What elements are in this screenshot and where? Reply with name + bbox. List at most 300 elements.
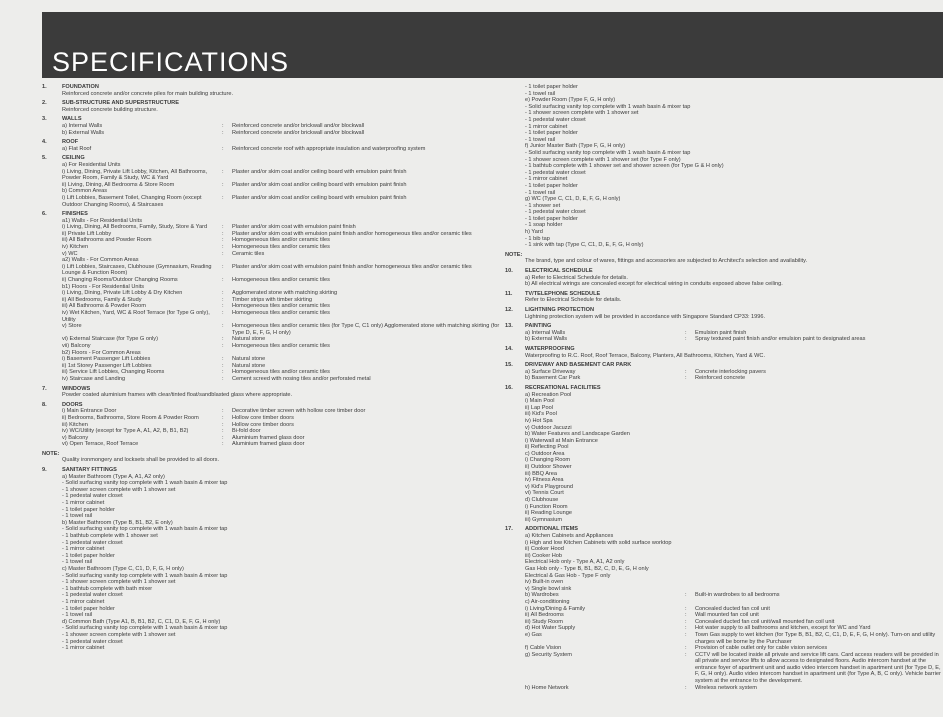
spec-row	[62, 369, 502, 376]
spec-row-value: Reinforced concrete and/or brickwall and/or blockwall	[232, 129, 365, 136]
section-number: 16.	[505, 384, 513, 391]
section-number: 3.	[42, 116, 47, 123]
spec-line: - 1 mirror cabinet	[62, 645, 105, 652]
spec-row-value: Concealed ducted fan coil unit/wall mounted fan coil unit	[695, 618, 835, 625]
spec-row-separator: :	[222, 129, 224, 136]
spec-row-label: e) Gas	[525, 631, 542, 638]
spec-row	[525, 612, 943, 619]
spec-line: a) Master Bathroom (Type A, A1, A2 only)	[62, 473, 165, 480]
spec-row-separator: :	[685, 375, 687, 382]
section-heading	[42, 402, 502, 409]
spec-section	[42, 155, 502, 208]
spec-line: i) High and low Kitchen Cabinets with solid surface worktop	[525, 539, 672, 546]
spec-line: - 1 towel rail	[62, 612, 93, 619]
spec-line: h) Yard	[525, 229, 543, 236]
spec-row-separator: :	[685, 631, 687, 638]
section-title: WATERPROOFING	[525, 345, 575, 352]
spec-row	[62, 297, 502, 304]
spec-row	[525, 625, 943, 632]
spec-row-separator: :	[222, 441, 224, 448]
spec-line: - 1 towel rail	[525, 189, 556, 196]
spec-row-value: Natural stone	[232, 356, 266, 363]
section-number: 13.	[505, 323, 513, 330]
spec-section	[42, 100, 502, 113]
spec-line: - 1 bathtub complete with bath mixer	[62, 585, 153, 592]
spec-row-separator: :	[222, 290, 224, 297]
spec-row-value: Agglomerated stone with matching skirting	[232, 290, 338, 297]
spec-row-label: iii) All Bathrooms & Powder Room	[62, 303, 146, 310]
spec-section	[505, 385, 943, 523]
spec-line: ii) Reflecting Pool	[525, 444, 569, 451]
spec-row	[525, 645, 943, 652]
spec-line: ii) Cooker Hood	[525, 546, 564, 553]
spec-row	[62, 435, 502, 442]
spec-row-separator: :	[222, 362, 224, 369]
spec-row-value: Built-in wardrobes to all bedrooms	[695, 592, 780, 599]
spec-row-separator: :	[222, 230, 224, 237]
section-heading	[505, 268, 943, 275]
spec-row-value: Plaster and/or skim coat and/or ceiling board with emulsion paint finish	[232, 181, 407, 188]
spec-section	[505, 323, 943, 343]
spec-section	[505, 84, 943, 249]
spec-row	[62, 251, 502, 258]
section-heading	[505, 291, 943, 298]
spec-row-separator: :	[685, 625, 687, 632]
spec-row-value: Plaster and/or skim coat with emulsion paint finish and/or homogeneous tiles and/or ceramic tiles	[232, 230, 472, 237]
section-title: TV/TELEPHONE SCHEDULE	[525, 290, 601, 297]
spec-line: a) Kitchen Cabinets and Appliances	[525, 533, 614, 539]
spec-row-value: Plaster and/or skim coat with emulsion paint finish	[232, 224, 356, 231]
spec-line: - 1 toilet paper holder	[62, 506, 115, 513]
spec-row	[525, 685, 943, 692]
spec-row-label: a) Flat Roof	[62, 145, 92, 152]
spec-row	[62, 123, 502, 130]
spec-row-label: a2) Walls - For Common Areas	[62, 257, 139, 264]
spec-row-value: Reinforced concrete roof with appropriate insulation and waterproofing system	[232, 145, 426, 152]
spec-row-label: ii) All Bedrooms, Family & Study	[62, 296, 142, 303]
spec-row	[62, 415, 502, 422]
section-number: 7.	[42, 385, 47, 392]
spec-row-value: Hot water supply to all bathrooms and kitchen, except for WC and Yard	[695, 625, 871, 632]
spec-line: ii) Outdoor Shower	[525, 464, 572, 471]
section-title: CEILING	[62, 155, 85, 162]
spec-row-value	[695, 599, 943, 606]
spec-row-separator: :	[222, 181, 224, 188]
spec-line: a) For Residential Units	[62, 161, 121, 168]
section-heading	[42, 386, 502, 393]
spec-row	[62, 323, 502, 336]
spec-row	[525, 592, 943, 599]
section-title: ROOF	[62, 139, 79, 146]
spec-line: - 1 pedestal water closet	[62, 493, 123, 500]
spec-row	[62, 237, 502, 244]
spec-row-separator: :	[685, 605, 687, 612]
spec-line: - 1 toilet paper holder	[62, 552, 115, 559]
spec-line: e) Powder Room (Type F, G, H only)	[525, 97, 616, 104]
spec-row-label: c) Air-conditioning	[525, 598, 570, 605]
section-title: WINDOWS	[62, 385, 91, 392]
spec-line: - 1 toilet paper holder	[525, 130, 578, 137]
spec-line: Lightning protection system will be provided in accordance with Singapore Standard CP33: 1996.	[525, 313, 766, 320]
spec-section	[42, 139, 502, 152]
spec-line: - Solid surfacing vanity top complete with 1 wash basin & mixer tap	[62, 480, 228, 487]
spec-row	[62, 356, 502, 363]
spec-line: i) Waterwall at Main Entrance	[525, 437, 598, 444]
spec-line: - 1 toilet paper holder	[525, 84, 578, 90]
spec-row-value: Reinforced concrete	[695, 375, 746, 382]
spec-line: - 1 shower set	[525, 202, 561, 209]
spec-row-label: ii) Bedrooms, Bathrooms, Store Room & Powder Room	[62, 414, 199, 421]
spec-line: - 1 mirror cabinet	[62, 598, 105, 605]
spec-row-value	[232, 350, 502, 357]
spec-line: - 1 shower screen complete with 1 shower set (for Type F only)	[525, 156, 681, 163]
spec-row	[62, 336, 502, 343]
page-title: SPECIFICATIONS	[52, 47, 290, 77]
spec-row-separator: :	[222, 303, 224, 310]
section-number: 1.	[42, 84, 47, 90]
section-heading	[42, 467, 502, 474]
spec-row-value: Emulsion paint finish	[695, 329, 747, 336]
spec-row-label: v) WC	[62, 250, 78, 257]
title-banner	[42, 12, 943, 78]
spec-line: a) Refer to Electrical Schedule for details.	[525, 274, 628, 281]
spec-row-separator: :	[685, 645, 687, 652]
spec-line: vi) Tennis Court	[525, 490, 564, 497]
section-heading	[42, 451, 502, 458]
spec-row-label: a) Internal Walls	[525, 329, 566, 336]
spec-line: - 1 bathtub complete with 1 shower set	[62, 533, 158, 539]
section-heading	[505, 526, 943, 533]
spec-line: - 1 bathtub complete with 1 shower set and shower screen (for Type G & H only)	[525, 163, 724, 170]
left-column	[42, 84, 502, 655]
section-number: 8.	[42, 401, 47, 408]
spec-line: - Solid surfacing vanity top complete with 1 wash basin & mixer tap	[525, 149, 691, 156]
section-title: DOORS	[62, 401, 83, 408]
spec-row	[62, 343, 502, 350]
spec-row	[62, 363, 502, 370]
spec-line: - 1 soap holder	[525, 222, 563, 229]
spec-line: b) Master Bathroom (Type B, B1, B2, E only)	[62, 519, 173, 526]
spec-row	[62, 277, 502, 284]
spec-section	[505, 362, 943, 382]
spec-row-separator: :	[222, 323, 224, 330]
spec-line: Gas Hob only - Type B, B1, B2, C, D, E, G, H only	[525, 565, 649, 572]
spec-row-label: d) Hot Water Supply	[525, 625, 576, 632]
spec-line: Electrical Hob only - Type A, A1, A2 only	[525, 559, 625, 566]
spec-line: - 1 shower screen complete with 1 shower set	[525, 110, 639, 117]
spec-line: - 1 toilet paper holder	[62, 605, 115, 612]
spec-line: - 1 pedestal water closet	[62, 539, 123, 546]
spec-row	[525, 652, 943, 685]
spec-row-label: b) Basement Car Park	[525, 375, 581, 382]
spec-row	[525, 619, 943, 626]
spec-row-separator	[222, 284, 232, 291]
spec-line: a) Recreation Pool	[525, 391, 572, 398]
spec-row-label: a) Internal Walls	[62, 122, 103, 129]
spec-line: - Solid surfacing vanity top complete with 1 wash basin & mixer tap	[62, 625, 228, 632]
section-heading	[505, 362, 943, 369]
spec-row-label: ii) 1st Storey Passenger Lift Lobbies	[62, 362, 152, 369]
spec-row	[62, 441, 502, 448]
spec-section	[505, 526, 943, 691]
spec-row	[62, 146, 502, 153]
spec-line: - Solid surfacing vanity top complete with 1 wash basin & mixer tap	[62, 526, 228, 533]
section-heading	[505, 346, 943, 353]
spec-row-separator: :	[222, 263, 224, 270]
spec-line: Reinforced concrete building structure.	[62, 106, 158, 113]
spec-row-value: Homogeneous tiles and/or ceramic tiles	[232, 310, 330, 316]
spec-row-separator: :	[222, 250, 224, 257]
spec-row	[525, 606, 943, 613]
spec-line: iv) Built-in oven	[525, 579, 564, 586]
spec-line: - 1 shower screen complete with 1 shower set	[62, 486, 176, 493]
spec-line: iii) Gymnasium	[525, 516, 562, 523]
spec-line: - 1 shower screen complete with 1 shower set	[62, 579, 176, 586]
spec-row-separator: :	[222, 224, 224, 231]
section-title: ADDITIONAL ITEMS	[525, 526, 579, 533]
spec-row	[62, 244, 502, 251]
spec-row	[62, 169, 502, 182]
spec-row-separator: :	[685, 329, 687, 336]
spec-row-separator: :	[222, 145, 224, 152]
spec-section	[505, 252, 943, 265]
spec-row-label: vii) Balcony	[62, 342, 91, 349]
spec-line: g) WC (Type C, C1, D, E, F, G, H only)	[525, 196, 621, 203]
spec-line: iii) BBQ Area	[525, 470, 558, 477]
section-title: SANITARY FITTINGS	[62, 467, 117, 474]
spec-row-separator: :	[222, 414, 224, 421]
spec-row	[62, 195, 502, 208]
spec-row	[62, 290, 502, 297]
spec-row-label: i) Living, Dining, Private Lift Lobby, Kitchen, All Bathrooms, Powder Room, Family & Study, WC & Yard	[62, 168, 208, 182]
spec-row-value: Aluminium framed glass door	[232, 441, 305, 448]
spec-row-label: b1) Floors - For Residential Units	[62, 283, 145, 290]
spec-section	[42, 84, 502, 97]
spec-section	[505, 307, 943, 320]
spec-line: i) Function Room	[525, 503, 568, 510]
section-heading	[42, 139, 502, 146]
spec-row	[62, 284, 502, 291]
spec-row-separator	[222, 188, 232, 195]
spec-row-value: Natural stone	[232, 362, 266, 369]
spec-row-label: iii) Kitchen	[62, 421, 88, 428]
spec-section	[505, 268, 943, 288]
spec-row-value: CCTV will be located inside all private and service lift cars. Card access readers will be provided in all private and service lifts to allow access to designated floors. Audio intercom handset at the entrance foyer of apartment unit and audio video intercom handset in apartment unit (for Type D, E, F, G, H only). Audio video intercom handset in apartment unit (for Type A, B, C only). Vehicle barrier system at the entrance to the development.	[695, 651, 941, 685]
spec-line: - 1 towel rail	[62, 513, 93, 520]
section-title: PAINTING	[525, 323, 552, 330]
spec-row-label: i) Living/Dining & Family	[525, 605, 585, 612]
spec-row-label: h) Home Network	[525, 684, 569, 691]
spec-row-label: b2) Floors - For Common Areas	[62, 349, 141, 356]
section-heading	[505, 323, 943, 330]
spec-row-label: v) Store	[62, 323, 82, 330]
section-number: NOTE:	[42, 450, 60, 457]
section-title: RECREATIONAL FACILITIES	[525, 384, 601, 391]
spec-row-separator: :	[222, 244, 224, 251]
spec-row-separator: :	[222, 421, 224, 428]
spec-line: ii) Reading Lounge	[525, 510, 572, 517]
spec-line: iv) Fitness Area	[525, 477, 564, 484]
section-number: 12.	[505, 307, 513, 313]
section-number: 14.	[505, 345, 513, 352]
spec-line: - 1 mirror cabinet	[525, 176, 568, 183]
spec-row-value: Provision of cable outlet only for cable vision services	[695, 645, 828, 652]
spec-row	[525, 632, 943, 645]
spec-row	[62, 130, 502, 137]
spec-row-label: b) External Walls	[62, 129, 105, 136]
section-heading	[42, 100, 502, 107]
spec-row-label: ii) Changing Rooms/Outdoor Changing Rooms	[62, 277, 178, 284]
spec-row-separator: :	[222, 375, 224, 382]
spec-line: - 1 toilet paper holder	[525, 182, 578, 189]
section-number: 2.	[42, 100, 47, 107]
spec-row	[62, 428, 502, 435]
spec-row	[62, 264, 502, 277]
spec-row-separator: :	[222, 194, 224, 201]
spec-section	[42, 467, 502, 652]
spec-row-label: ii) Living, Dining, All Bedrooms & Store Room	[62, 181, 175, 188]
spec-row-label: ii) Private Lift Lobby	[62, 230, 112, 237]
spec-row-separator: :	[222, 408, 224, 415]
section-number: 6.	[42, 211, 47, 218]
spec-row-value: Homogeneous tiles and/or ceramic tiles	[232, 369, 330, 376]
spec-line: b) Water Features and Landscape Garden	[525, 431, 630, 438]
spec-row-separator: :	[222, 237, 224, 244]
spec-line: iv) Hot Spa	[525, 417, 553, 424]
spec-line: Quality ironmongery and locksets shall be provided to all doors.	[62, 457, 220, 464]
spec-row	[525, 375, 943, 382]
spec-line: i) Changing Room	[525, 457, 571, 464]
spec-line: - Solid surfacing vanity top complete with 1 wash basin & mixer tap	[62, 572, 228, 579]
spec-line: v) Single bowl sink	[525, 585, 572, 592]
spec-row-label: a) Surface Driveway	[525, 368, 576, 375]
spec-row-separator: :	[222, 336, 224, 343]
spec-row-value: Natural stone	[232, 336, 266, 343]
spec-row-value: Homogeneous tiles and/or ceramic tiles	[232, 303, 330, 310]
spec-row-label: g) Security System	[525, 651, 572, 658]
spec-row-label: ii) All Bedrooms	[525, 612, 564, 619]
spec-row-separator: :	[222, 434, 224, 441]
section-number: 11.	[505, 290, 513, 297]
spec-row-separator: :	[685, 651, 687, 658]
spec-row	[62, 310, 502, 323]
spec-line: v) Kid's Playground	[525, 483, 574, 490]
spec-row	[62, 224, 502, 231]
spec-row-label: i) Lift Lobbies, Staircases, Clubhouse (Gymnasium, Reading Lounge & Function Room)	[62, 263, 212, 277]
section-title: FINISHES	[62, 211, 88, 218]
section-heading	[42, 116, 502, 123]
spec-row	[525, 330, 943, 337]
right-column	[505, 84, 943, 694]
spec-row-label: b) Wardrobes	[525, 592, 559, 599]
spec-line: The brand, type and colour of wares, fittings and accessories are subjected to Architect's selection and availability.	[525, 258, 808, 265]
spec-line: - 1 pedestal water closet	[525, 209, 586, 216]
spec-row-label: v) Balcony	[62, 434, 89, 441]
spec-line: Electrical & Gas Hob - Type F only	[525, 572, 611, 579]
section-number: 4.	[42, 139, 47, 146]
spec-row-separator: :	[685, 618, 687, 625]
spec-row-separator: :	[222, 310, 224, 316]
section-number: 17.	[505, 526, 513, 533]
spec-line: - 1 sink with tap (Type C, C1, D, E, F, G, H only)	[525, 242, 644, 249]
spec-section	[42, 116, 502, 136]
spec-line: iii) Cooker Hob	[525, 552, 562, 559]
spec-section	[42, 386, 502, 399]
section-title: ELECTRICAL SCHEDULE	[525, 268, 593, 275]
spec-row	[525, 336, 943, 343]
spec-line: - 1 towel rail	[62, 559, 93, 566]
spec-row-label: iv) WC/Utility (except for Type A, A1, A2, B, B1, B2)	[62, 428, 189, 435]
spec-line: - 1 mirror cabinet	[62, 500, 105, 507]
spec-line: iii) Kid's Pool	[525, 411, 557, 418]
spec-section	[42, 402, 502, 448]
spec-line: - 1 towel rail	[525, 136, 556, 143]
section-heading	[505, 252, 943, 259]
spec-row-value: Plaster and/or skim coat and/or ceiling board with emulsion paint finish	[232, 194, 407, 201]
spec-row	[62, 303, 502, 310]
spec-row-separator: :	[222, 342, 224, 349]
spec-row-separator: :	[222, 369, 224, 376]
spec-row-value	[232, 188, 502, 195]
spec-row-label: f) Cable Vision	[525, 645, 562, 652]
spec-line: - 1 toilet paper holder	[525, 215, 578, 222]
spec-row-label: b) External Walls	[525, 336, 568, 343]
spec-row-label: i) Main Entrance Door	[62, 408, 117, 415]
spec-line: d) Clubhouse	[525, 497, 559, 504]
spec-row-label: iv) Wet Kitchen, Yard, WC & Roof Terrace (for Type G only), Utility	[62, 310, 210, 323]
spec-row-label: iii) Service Lift Lobbies, Changing Rooms	[62, 369, 165, 376]
spec-row-label: iii) Study Room	[525, 618, 563, 625]
spec-line: Refer to Electrical Schedule for details.	[525, 297, 622, 304]
spec-row-label: i) Lift Lobbies, Basement Toilet, Changing Room (except Outdoor Changing Rooms), & Staircases	[62, 194, 202, 208]
spec-row-separator: :	[222, 168, 224, 175]
spec-row-value: Homogeneous tiles and/or ceramic tiles	[232, 237, 330, 244]
spec-row-separator: :	[222, 356, 224, 363]
spec-row-label: i) Living, Dining, All Bedrooms, Family, Study, Store & Yard	[62, 224, 208, 231]
spec-row-value: Homogeneous tiles and/or ceramic tiles	[232, 277, 330, 284]
spec-line: - 1 towel rail	[525, 90, 556, 97]
section-number: 5.	[42, 155, 47, 162]
spec-row-value: Concrete interlocking pavers	[695, 368, 766, 375]
spec-line: Powder coated aluminium frames with clear/tinted float/sandblasted glass where appropriate.	[62, 392, 293, 399]
spec-row-value: Hollow core timber doors	[232, 421, 294, 428]
section-title: LIGHTNING PROTECTION	[525, 307, 594, 313]
spec-row-value: Bi-fold door	[232, 428, 261, 435]
spec-line: c) Outdoor Area	[525, 450, 565, 457]
spec-row-separator	[222, 257, 232, 264]
spec-line: - 1 pedestal water closet	[62, 638, 123, 645]
spec-line: b) All electrical wirings are concealed except for electrical wiring in conduits exposed above false ceiling.	[525, 281, 783, 288]
spec-row	[62, 257, 502, 264]
spec-row-value	[232, 257, 502, 264]
spec-row-value: Town Gas supply to wet kitchen (for Type B, B1, B2, C, C1, D, E, F, G, H only). Turn-on and utility charges will be borne by the Purchaser	[695, 631, 936, 645]
spec-row-value: Wall mounted fan coil unit	[695, 612, 759, 619]
spec-line: f) Junior Master Bath (Type F, G, H only)	[525, 143, 626, 150]
spec-row-separator	[685, 599, 695, 606]
spec-line: a1) Walls - For Residential Units	[62, 217, 142, 224]
spec-row-label: iv) Staircase and Landing	[62, 375, 126, 382]
spec-row-label: vi) Open Terrace, Roof Terrace	[62, 441, 139, 448]
spec-row-value: Plaster and/or skim coat and/or ceiling board with emulsion paint finish	[232, 168, 407, 175]
spec-row-separator: :	[222, 122, 224, 129]
spec-row-value: Concealed ducted fan coil unit	[695, 605, 770, 612]
section-heading	[42, 211, 502, 218]
section-heading	[42, 84, 502, 91]
spec-line: - 1 mirror cabinet	[62, 546, 105, 553]
spec-row-separator: :	[222, 428, 224, 435]
section-number: 15.	[505, 362, 513, 369]
spec-row-value: Timber strips with timber skirting	[232, 296, 312, 303]
